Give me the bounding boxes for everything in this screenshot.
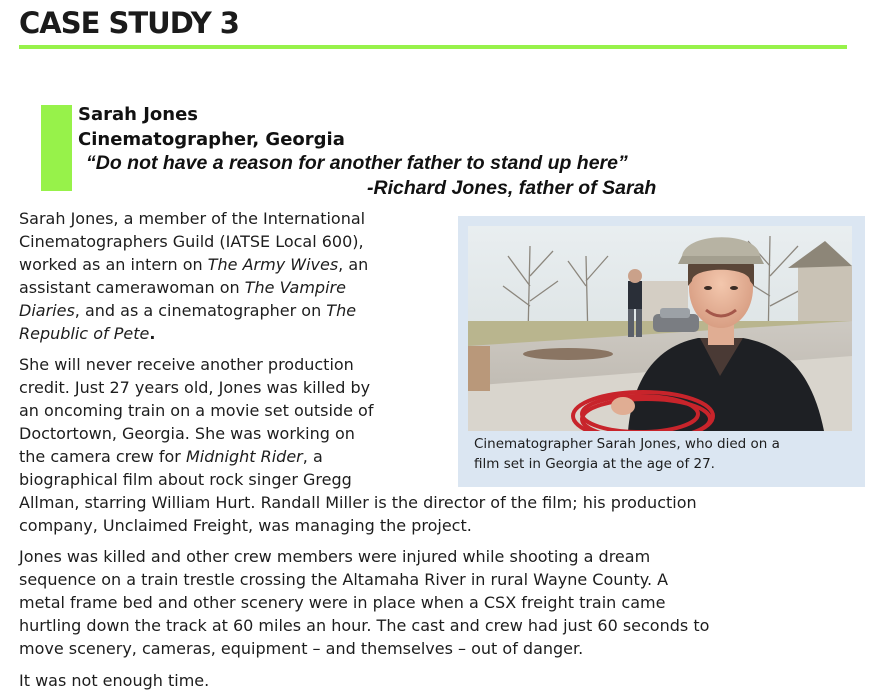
paragraph-line [19,276,346,299]
caption-line: film set in Georgia at the age of 27. [474,456,715,472]
paragraph-line: Cinematographers Guild (IATSE Local 600), [19,232,364,251]
paragraph-line: credit. Just 27 years old, Jones was killed by [19,378,371,397]
text-run: , a [302,447,323,466]
paragraph-line: sequence on a train trestle crossing the Altamaha River in rural Wayne County. A [19,570,669,589]
paragraph-line: Sarah Jones, a member of the International [19,209,366,228]
text-run: , and as a cinematographer on [74,301,327,320]
paragraph-line: Allman, starring William Hurt. Randall Miller is the director of the film; his production [19,493,697,512]
show-title: Diaries [19,301,75,320]
portrait-photo [468,226,852,431]
text-run: worked as an intern on [19,255,208,274]
paragraph-line [19,253,368,276]
paragraph-line [19,299,356,322]
text-run: . [149,324,156,343]
profile-role: Cinematographer, Georgia [78,129,345,150]
show-title: The Army Wives [207,255,339,274]
paragraph-line [19,322,155,345]
show-title: Republic of Pete [19,324,150,343]
paragraph-line: Jones was killed and other crew members were injured while shooting a dream [19,547,651,566]
paragraph-line: metal frame bed and other scenery were in place when a CSX freight train came [19,593,666,612]
text-run: the camera crew for [19,447,186,466]
paragraph-line [19,445,323,468]
show-title: The Vampire [244,278,346,297]
text-run: , an [338,255,369,274]
photo-figure [458,216,865,487]
paragraph-line: Doctortown, Georgia. She was working on [19,424,355,443]
title-underline [19,45,847,49]
paragraph-line: biographical film about rock singer Gregg [19,470,352,489]
paragraph-line: an oncoming train on a movie set outside of [19,401,374,420]
caption-line: Cinematographer Sarah Jones, who died on a [474,436,780,452]
profile-name: Sarah Jones [78,104,199,125]
paragraph-line: She will never receive another production [19,355,354,374]
closing-line: It was not enough time. [19,671,210,690]
accent-bar [41,105,72,191]
film-title: Midnight Rider [185,447,303,466]
paragraph-line: move scenery, cameras, equipment – and themselves – out of danger. [19,639,584,658]
page-title: CASE STUDY 3 [19,6,239,40]
photo-caption [474,434,780,474]
quote-attribution: -Richard Jones, father of Sarah [367,177,657,199]
paragraph-line: company, Unclaimed Freight, was managing the project. [19,516,472,535]
profile-quote: “Do not have a reason for another father to stand up here” [86,152,628,174]
show-title: The [326,301,357,320]
paragraph-line: hurtling down the track at 60 miles an hour. The cast and crew had just 60 seconds to [19,616,710,635]
text-run: assistant camerawoman on [19,278,245,297]
